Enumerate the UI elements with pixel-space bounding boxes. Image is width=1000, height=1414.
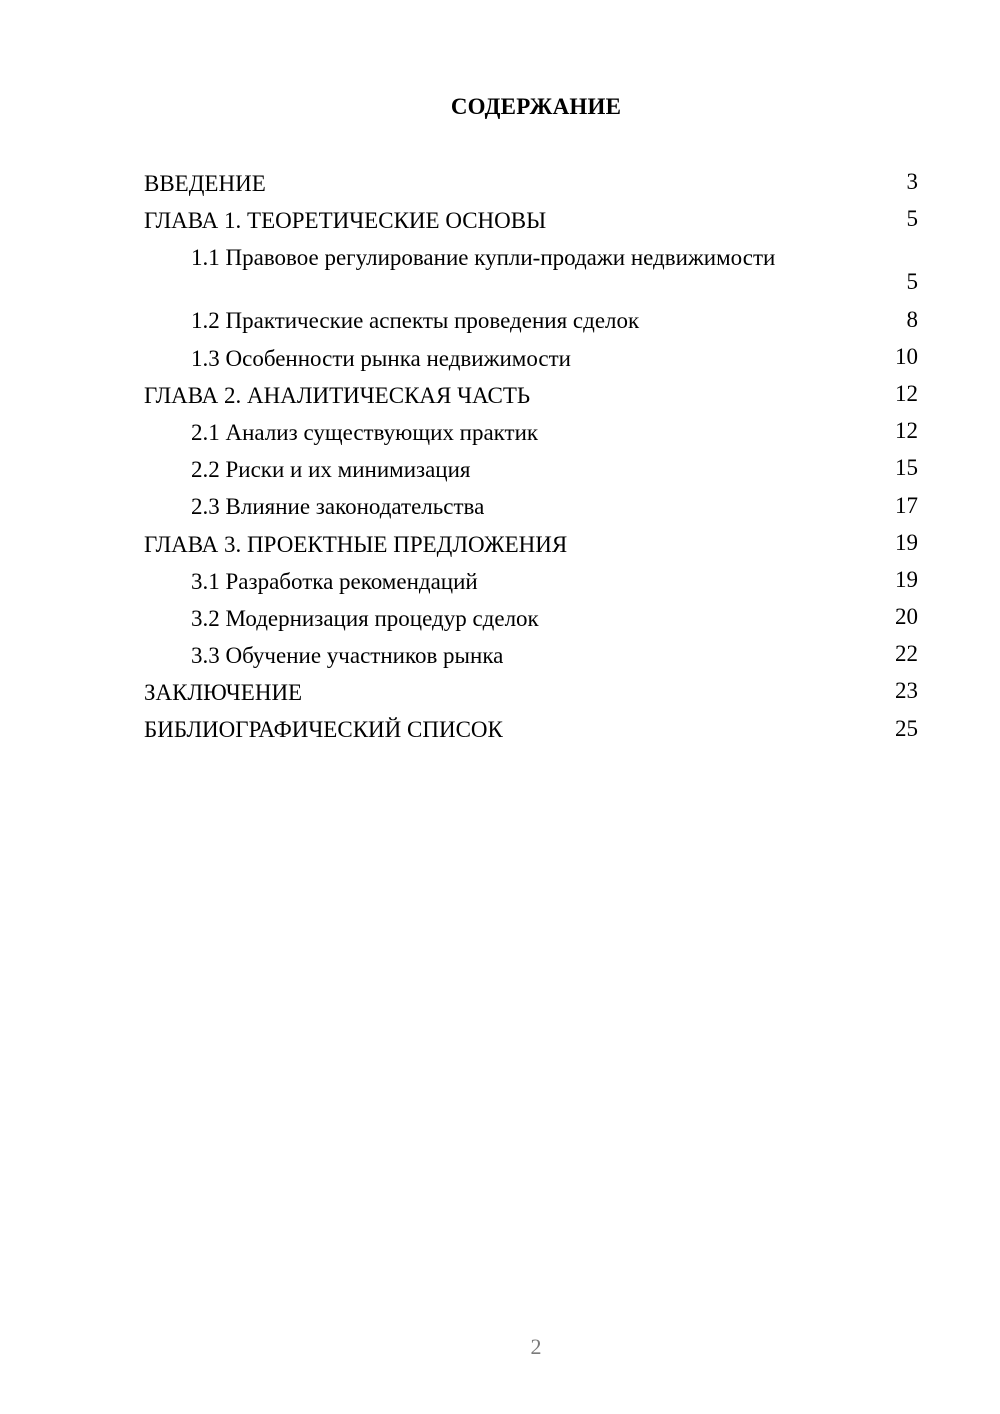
- toc-entry-section-2-3[interactable]: [144, 488, 918, 525]
- toc-entry-page: 22: [895, 641, 918, 667]
- table-of-contents: [144, 165, 918, 749]
- toc-entry-title: ГЛАВА 3. ПРОЕКТНЫЕ ПРЕДЛОЖЕНИЯ: [144, 531, 568, 557]
- toc-entry-page: 19: [895, 566, 918, 592]
- page-title: СОДЕРЖАНИЕ: [450, 94, 622, 119]
- toc-entry-title: ГЛАВА 1. ТЕОРЕТИЧЕСКИЕ ОСНОВЫ: [144, 208, 547, 234]
- toc-entry-title: ВВЕДЕНИЕ: [144, 171, 266, 196]
- toc-entry-page: 19: [895, 529, 918, 555]
- toc-entry-page: 12: [895, 418, 918, 444]
- toc-entry-title: БИБЛИОГРАФИЧЕСКИЙ СПИСОК: [144, 717, 503, 743]
- toc-entry-section-2-1[interactable]: [144, 414, 918, 451]
- toc-entry-page: 10: [895, 343, 918, 369]
- toc-entry-title: ГЛАВА 2. АНАЛИТИЧЕСКАЯ ЧАСТЬ: [144, 382, 531, 408]
- toc-entry-section-3-1[interactable]: [144, 563, 918, 600]
- toc-entry-section-1-3[interactable]: [144, 340, 918, 377]
- toc-entry-chapter-3[interactable]: [144, 526, 918, 563]
- toc-entry-title: 1.1 Правовое регулирование купли-продажи недвижимости: [191, 245, 776, 271]
- page-number: 2: [530, 1334, 542, 1359]
- toc-entry-conclusion[interactable]: [144, 674, 918, 711]
- toc-entry-page: 5: [906, 269, 918, 295]
- toc-entry-section-1-1[interactable]: [144, 239, 918, 302]
- toc-entry-section-1-2[interactable]: [144, 302, 918, 339]
- toc-entry-page: 8: [906, 306, 918, 332]
- toc-entry-page: 3: [906, 169, 918, 195]
- toc-entry-section-2-2[interactable]: [144, 451, 918, 488]
- toc-entry-page: 15: [895, 455, 918, 481]
- toc-entry-title: 2.2 Риски и их минимизация: [191, 457, 471, 483]
- toc-entry-title: 3.2 Модернизация процедур сделок: [191, 605, 539, 631]
- toc-entry-title: 1.2 Практические аспекты проведения сделок: [191, 308, 640, 334]
- toc-entry-chapter-1[interactable]: [144, 202, 918, 239]
- toc-entry-page: 23: [895, 678, 918, 704]
- toc-entry-title: ЗАКЛЮЧЕНИЕ: [144, 680, 303, 706]
- toc-entry-section-3-2[interactable]: [144, 600, 918, 637]
- toc-entry-title: 3.3 Обучение участников рынка: [191, 643, 504, 669]
- toc-entry-title: 2.1 Анализ существующих практик: [191, 419, 539, 445]
- toc-entry-title: 2.3 Влияние законодательства: [191, 494, 485, 520]
- toc-entry-title: 1.3 Особенности рынка недвижимости: [191, 345, 571, 371]
- toc-entry-page: 12: [895, 380, 918, 406]
- toc-entry-page: 5: [906, 206, 918, 232]
- toc-entry-chapter-2[interactable]: [144, 377, 918, 414]
- toc-entry-page: 17: [895, 492, 918, 518]
- toc-entry-page: 20: [895, 604, 918, 630]
- toc-entry-bibliography[interactable]: [144, 711, 918, 748]
- toc-entry-title: 3.1 Разработка рекомендаций: [191, 568, 478, 594]
- toc-entry-introduction[interactable]: [144, 165, 918, 202]
- toc-entry-section-3-3[interactable]: [144, 637, 918, 674]
- toc-entry-page: 25: [895, 715, 918, 741]
